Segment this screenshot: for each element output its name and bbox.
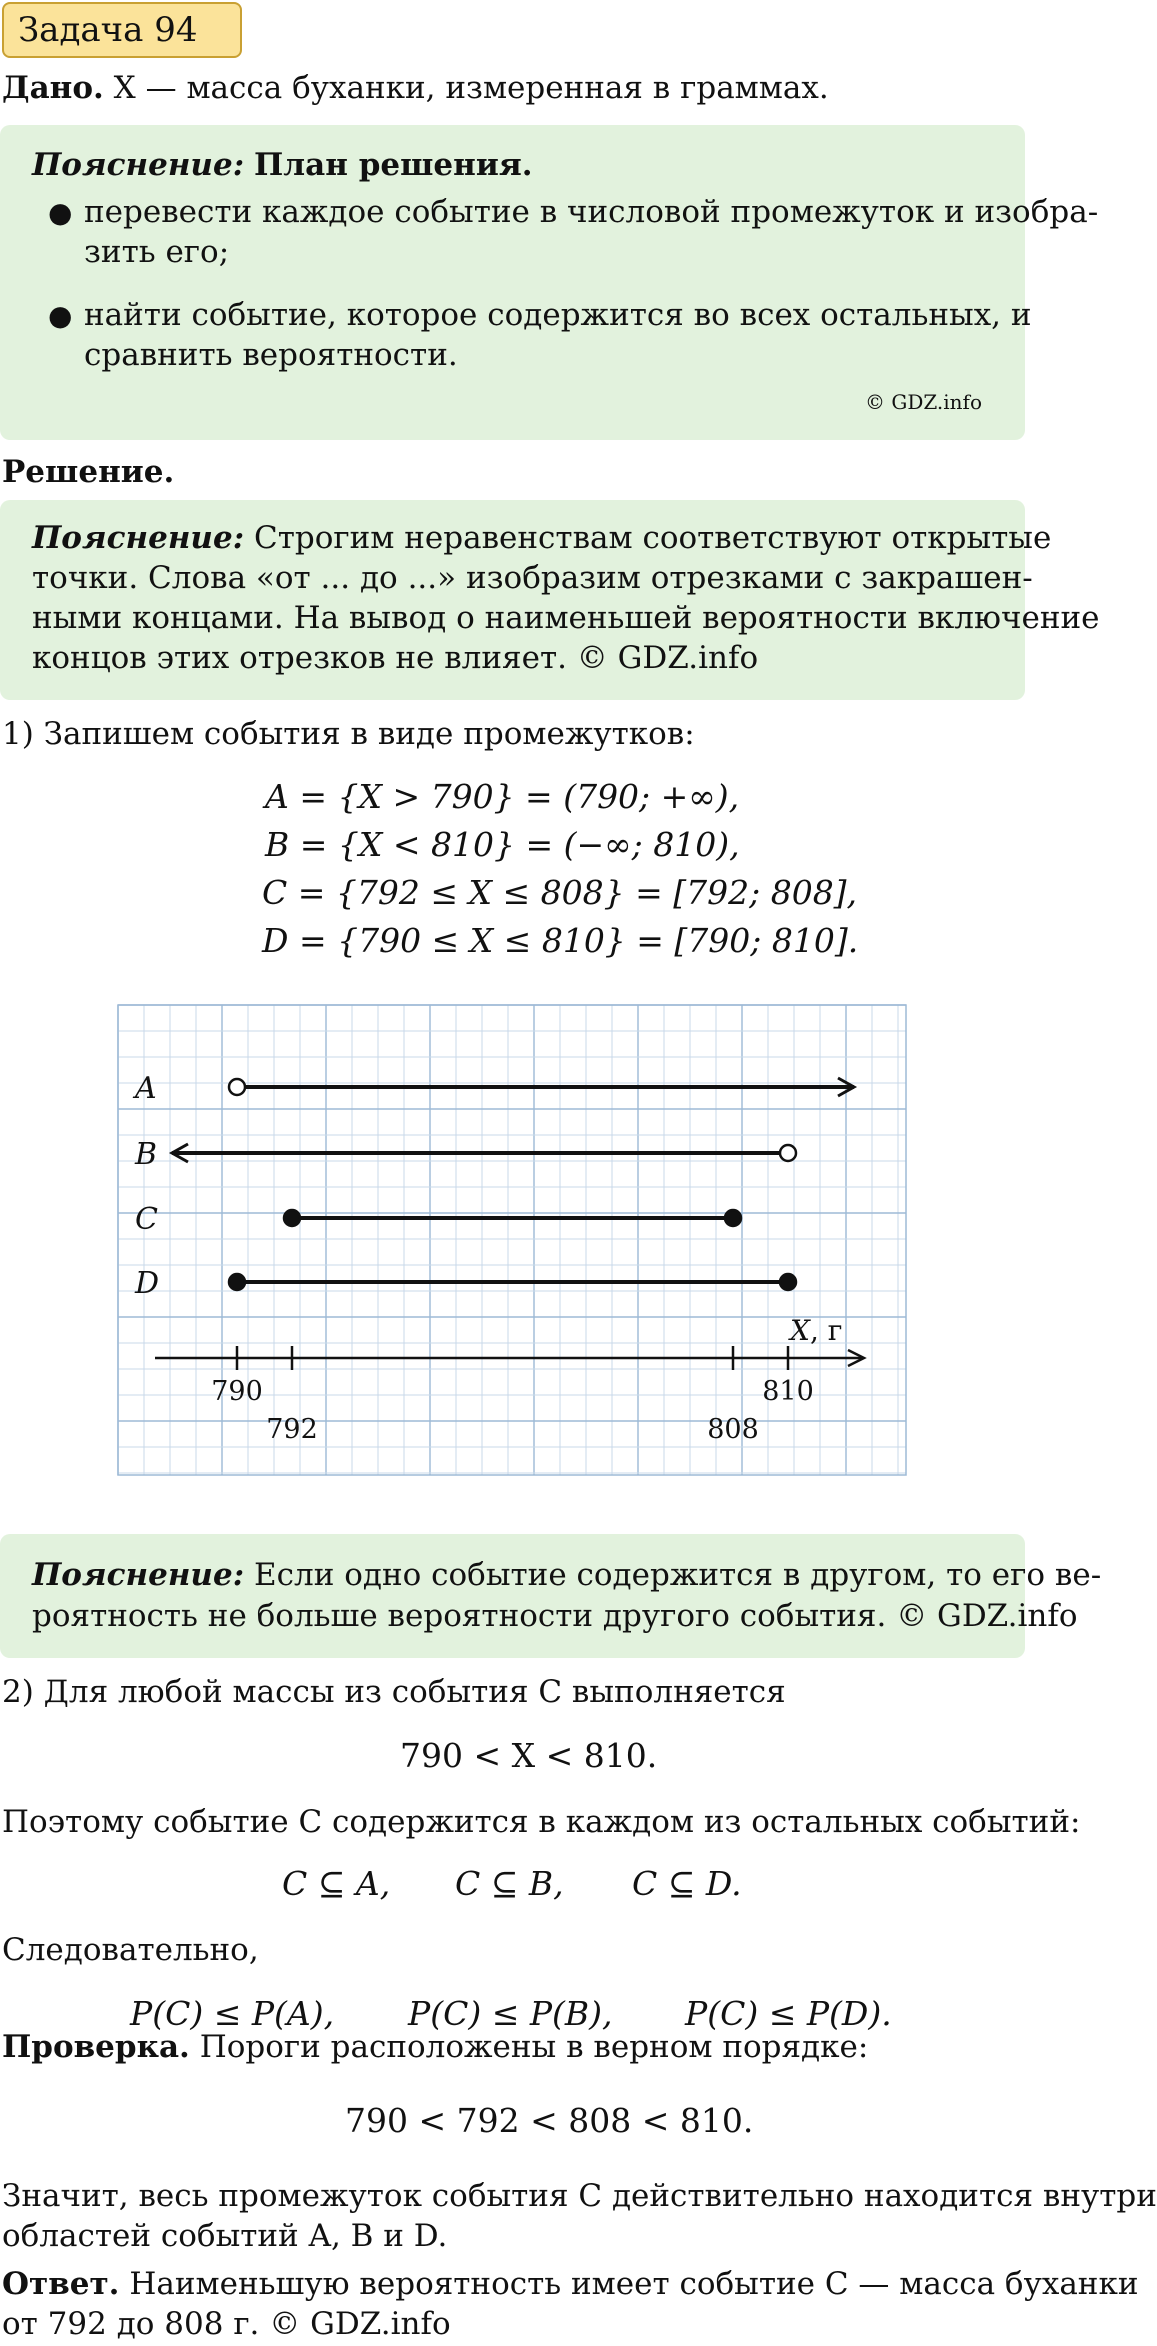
row-label-d: D [135, 1266, 160, 1301]
step-2-text: 2) Для любой массы из события C выполняется [2, 1674, 786, 1710]
hint-plan-label: Пояснение: [32, 147, 245, 183]
check-text: Пороги расположены в верном порядке: [199, 2029, 869, 2065]
subset-a: C ⊆ A, [282, 1864, 391, 1903]
answer-line-2: от 792 до 808 г. © GDZ.info [2, 2306, 451, 2342]
open-point [229, 1079, 245, 1095]
interval-a: A = {X > 790} = (790; +∞), [265, 777, 740, 816]
interval-d: D = {790 ≤ X ≤ 810} = [790; 810]. [262, 921, 859, 960]
hint-notation-line-4: концов этих отрезков не влияет. © GDZ.info [32, 640, 759, 676]
row-label-b: B [135, 1137, 158, 1172]
bullet-2-line-2: сравнить вероятности. [84, 337, 458, 373]
hint-subset-line-2: роятность не больше вероятности другого события. © GDZ.info [32, 1598, 1078, 1634]
hint-subset-label: Пояснение: [32, 1557, 245, 1593]
tick-label: 810 [762, 1376, 814, 1407]
tick-label: 792 [266, 1414, 318, 1445]
hint-subset-line-1 [32, 1555, 1101, 1595]
prob-b: P(C) ≤ P(B), [408, 1994, 613, 2033]
interval-b: B = {X < 810} = (−∞; 810), [265, 825, 740, 864]
prob-d: P(C) ≤ P(D). [685, 1994, 892, 2033]
bullet-1-line-2: зить его; [84, 234, 230, 270]
task-title: Задача 94 [2, 2, 242, 58]
hint-subset-text: Если одно событие содержится в другом, то его ве- [254, 1557, 1102, 1593]
prob-a: P(C) ≤ P(A), [130, 1994, 335, 2033]
hint-plan-heading: План решения. [254, 147, 533, 183]
bullet-1-line-1: перевести каждое событие в числовой промежуток и изобра- [84, 194, 1099, 230]
tick-label: 790 [211, 1376, 263, 1407]
closed-point [284, 1210, 300, 1226]
hint-notation-text: Строгим неравенствам соответствуют открытые [254, 520, 1052, 556]
step-1-text: 1) Запишем события в виде промежутков: [2, 716, 695, 752]
given-text: X — масса буханки, измеренная в граммах. [113, 70, 829, 106]
bullet-2-line-1: найти событие, которое содержится во всех остальных, и [84, 297, 1032, 333]
axis-label-var: X [790, 1314, 810, 1347]
bullet-icon: ● [48, 196, 73, 229]
tick-label: 808 [707, 1414, 759, 1445]
check-label: Проверка. [2, 2029, 190, 2065]
interval-c: C = {792 ≤ X ≤ 808} = [792; 808], [262, 873, 858, 912]
answer-line-1 [2, 2264, 1139, 2304]
answer-label: Ответ. [2, 2266, 120, 2302]
bullet-icon: ● [48, 299, 73, 332]
axis-label-unit: , г [809, 1314, 843, 1347]
check-line [2, 2027, 868, 2067]
hint-notation-line-3: ными концами. На вывод о наименьшей вероятности включение [32, 600, 1100, 636]
row-label-a: A [135, 1071, 157, 1106]
answer-text: Наименьшую вероятность имеет событие C — масса буханки [129, 2266, 1139, 2302]
subset-d: C ⊆ D. [632, 1864, 742, 1903]
interval-marks [132, 1071, 864, 1445]
conclusion-line-1: Значит, весь промежуток события C действительно находится внутри [2, 2178, 1157, 2214]
conclusion-line-2: областей событий A, B и D. [2, 2218, 448, 2254]
hint-notation-line-2: точки. Слова «от ... до ...» изобразим отрезками с закрашен- [32, 560, 1033, 596]
open-point [780, 1145, 796, 1161]
axis-label [788, 1314, 842, 1347]
hint-notation-label: Пояснение: [32, 520, 245, 556]
inequality-2: 790 < 792 < 808 < 810. [345, 2101, 754, 2140]
inequality-1: 790 < X < 810. [400, 1736, 658, 1775]
closed-point [780, 1274, 796, 1290]
given-label: Дано. [2, 70, 104, 106]
closed-point [229, 1274, 245, 1290]
copyright-small: © GDZ.info [865, 390, 982, 414]
solution-label: Решение. [2, 454, 175, 490]
subset-b: C ⊆ B, [455, 1864, 564, 1903]
closed-point [725, 1210, 741, 1226]
consequently-text: Следовательно, [2, 1932, 259, 1968]
row-label-c: C [135, 1202, 158, 1237]
therefore-text: Поэтому событие C содержится в каждом из остальных событий: [2, 1804, 1081, 1840]
